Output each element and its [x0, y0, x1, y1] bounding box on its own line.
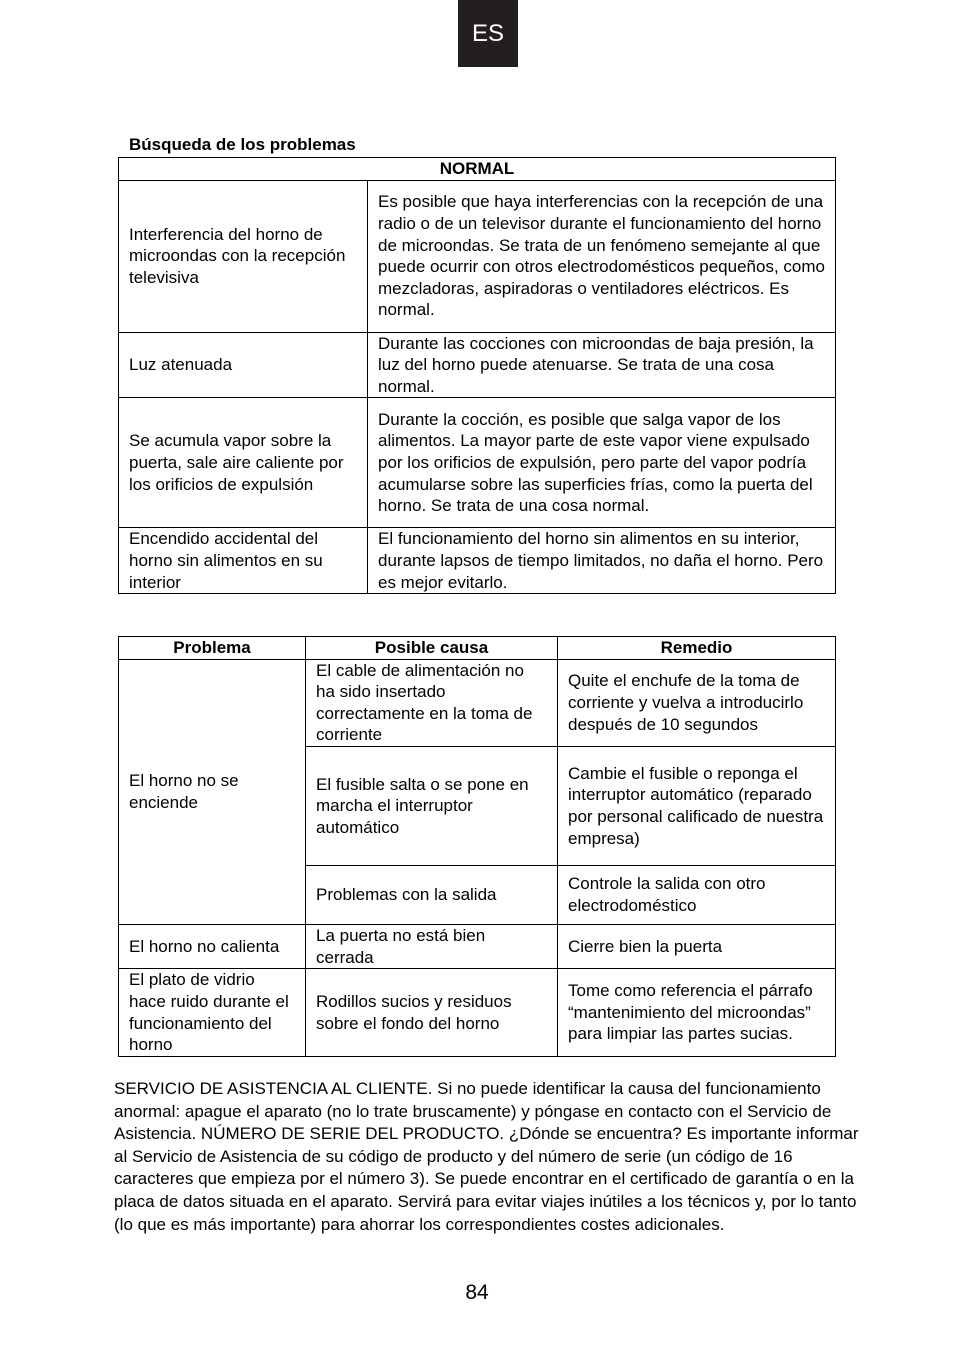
troubleshooting-table	[118, 636, 836, 1057]
table-row	[119, 659, 836, 746]
explanation-cell: Durante las cocciones con microondas de baja presión, la luz del horno puede atenuarse. Se trata de una cosa normal.	[368, 332, 836, 398]
issue-cell: Luz atenuada	[119, 332, 368, 398]
language-badge: ES	[458, 0, 518, 67]
remedy-cell: Controle la salida con otro electrodoméstico	[558, 865, 836, 924]
normal-behaviour-table	[118, 157, 836, 594]
cause-cell: El cable de alimentación no ha sido insertado correctamente en la toma de corriente	[306, 659, 558, 746]
cause-cell: Rodillos sucios y residuos sobre el fondo del horno	[306, 969, 558, 1057]
remedy-cell: Quite el enchufe de la toma de corriente y vuelva a introducirlo después de 10 segundos	[558, 659, 836, 746]
explanation-cell: Durante la cocción, es posible que salga vapor de los alimentos. La mayor parte de este vapor viene expulsado por los orificios de expulsión, pero parte del vapor podría acumularse sobre las superficies frías, como la puerta del horno. Se trata de una cosa normal.	[368, 398, 836, 528]
explanation-cell: El funcionamiento del horno sin alimentos en su interior, durante lapsos de tiempo limitados, no daña el horno. Pero es mejor evitarlo.	[368, 528, 836, 594]
remedy-cell: Tome como referencia el párrafo “mantenimiento del microondas” para limpiar las partes sucias.	[558, 969, 836, 1057]
table-header-row	[119, 637, 836, 660]
normal-table-header: NORMAL	[119, 158, 836, 181]
problem-cell: El plato de vidrio hace ruido durante el funcionamiento del horno	[119, 969, 306, 1057]
remedy-cell: Cierre bien la puerta	[558, 924, 836, 968]
table-row	[119, 528, 836, 594]
remedy-cell: Cambie el fusible o reponga el interruptor automático (reparado por personal calificado de nuestra empresa)	[558, 746, 836, 865]
column-header-cause: Posible causa	[306, 637, 558, 660]
table-row	[119, 332, 836, 398]
table-row	[119, 924, 836, 968]
column-header-problem: Problema	[119, 637, 306, 660]
column-header-remedy: Remedio	[558, 637, 836, 660]
table-row	[119, 969, 836, 1057]
page-number: 84	[465, 1281, 489, 1304]
cause-cell: Problemas con la salida	[306, 865, 558, 924]
issue-cell: Interferencia del horno de microondas con la recepción televisiva	[119, 180, 368, 332]
cause-cell: El fusible salta o se pone en marcha el interruptor automático	[306, 746, 558, 865]
explanation-cell: Es posible que haya interferencias con la recepción de una radio o de un televisor durante el funcionamiento del horno de microondas. Se trata de un fenómeno semejante al que puede ocurrir con otros electrodomésticos pequeños, como mezcladoras, aspiradoras o ventiladores eléctricos. Es normal.	[368, 180, 836, 332]
issue-cell: Se acumula vapor sobre la puerta, sale aire caliente por los orificios de expulsión	[119, 398, 368, 528]
table-row	[119, 398, 836, 528]
section-title: Búsqueda de los problemas	[129, 135, 356, 154]
table-row	[119, 180, 836, 332]
problem-cell: El horno no calienta	[119, 924, 306, 968]
problem-cell: El horno no se enciende	[119, 659, 306, 924]
cause-cell: La puerta no está bien cerrada	[306, 924, 558, 968]
customer-service-paragraph: SERVICIO DE ASISTENCIA AL CLIENTE. Si no puede identificar la causa del funcionamiento anormal: apague el aparato (no lo trate bruscamente) y póngase en contacto con el Servicio de Asistencia. NÚMERO DE SERIE DEL PRODUCTO. ¿Dónde se encuentra? Es importante informar al Servicio de Asistencia de su código de producto y del número de serie (un código de 16 caracteres que empieza por el número 3). Se puede encontrar en el certificado de garantía o en la placa de datos situada en el aparato. Servirá para evitar viajes inútiles a los técnicos y, por lo tanto (lo que es más importante) para ahorrar los correspondientes costes adicionales.	[114, 1079, 859, 1234]
issue-cell: Encendido accidental del horno sin alimentos en su interior	[119, 528, 368, 594]
